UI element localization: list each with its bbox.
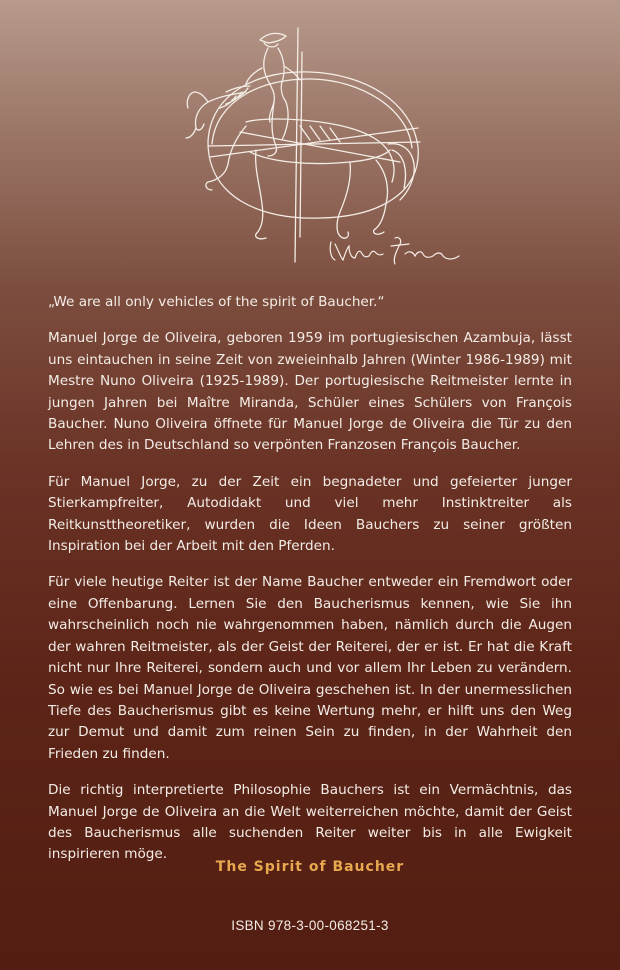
paragraph-1: Manuel Jorge de Oliveira, geboren 1959 im portugiesischen Azambuja, lässt uns eintauchen in seine Zeit von zweieinhalb Jahren (Winter 1986-1989) mit Mestre Nuno Oliveira (1925-1989). Der portugiesische Reitmeister lernte in jungen Jahren bei Maître Miranda, Schüler eines Schülers von François Baucher. Nuno Oliveira öffnete für Manuel Jorge de Oliveira die Tür zu den Lehren des in Deutschland so verpönten Franzosen François Baucher.: [48, 330, 572, 454]
paragraph-4: Die richtig interpretierte Philosophie Bauchers ist ein Vermächtnis, das Manuel Jorge de Oliveira an die Welt weiterreichen möchte, damit der Geist des Baucherismus alle suchenden Reiter weiter bis in alle Ewigkeit inspirieren möge.: [48, 782, 572, 863]
back-cover-text: [48, 292, 572, 881]
signature-icon: [325, 230, 465, 270]
book-title: The Spirit of Baucher: [215, 859, 405, 875]
quote: „We are all only vehicles of the spirit of Baucher.“: [48, 294, 385, 310]
horse-and-rider-sketch-icon: [150, 22, 480, 272]
paragraph-2: Für Manuel Jorge, zu der Zeit ein begnadeter und gefeierter junger Stierkampfreiter, Autodidakt und viel mehr Instinktreiter als Reitkunsttheoretiker, wurden die Ideen Bauchers zu seiner größten Inspiration bei der Arbeit mit den Pferden.: [48, 473, 572, 555]
paragraph-3: Für viele heutige Reiter ist der Name Baucher entweder ein Fremdwort oder eine Offenbarung. Lernen Sie den Baucherismus kennen, wie Sie ihn wahrscheinlich noch nie wahrgenommen haben, nämlich durch die Augen der wahren Reitmeister, als der Geist der Reiterei, der er ist. Er hat die Kraft nicht nur Ihre Reiterei, sondern auch und vor allem Ihr Leben zu verändern. So wie es bei Manuel Jorge de Oliveira geschehen ist. In der unermesslichen Tiefe des Baucherismus gibt es keine Wertung mehr, er hilft uns den Weg zur Demut und damit zum reinen Sein zu finden, in der Wahrheit den Frieden zu finden.: [48, 574, 572, 762]
isbn: ISBN 978-3-00-068251-3: [231, 918, 389, 933]
